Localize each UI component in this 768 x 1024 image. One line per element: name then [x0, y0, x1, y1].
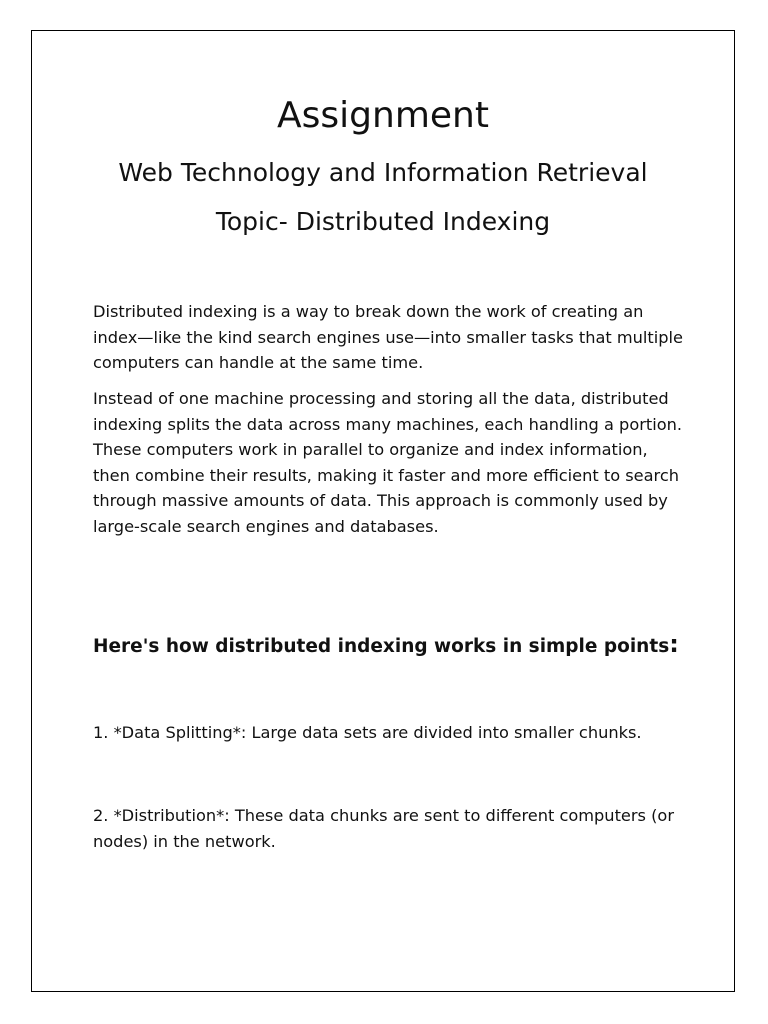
section-heading-text: Here's how distributed indexing works in simple points: [93, 636, 670, 657]
document-page: [31, 30, 735, 992]
intro-paragraph: Distributed indexing is a way to break down the work of creating an index—like the kind search engines use—into smaller tasks that multiple computers can handle at the same time.: [93, 302, 683, 373]
detail-paragraph: Instead of one machine processing and storing all the data, distributed indexing splits the data across many machines, each handling a portion. These computers work in parallel to organize and index information, then combine their results, making it faster and more efficient to search through massive amounts of data. This approach is commonly used by large-scale search engines and databases.: [93, 389, 683, 536]
course-subtitle: Web Technology and Information Retrieval: [118, 158, 648, 187]
section-heading-colon: :: [669, 630, 679, 658]
section-heading: [93, 630, 679, 661]
page-title: Assignment: [277, 95, 489, 136]
list-item: 1. *Data Splitting*: Large data sets are divided into smaller chunks.: [93, 723, 642, 742]
topic-subtitle: Topic- Distributed Indexing: [215, 207, 551, 236]
list-item: 2. *Distribution*: These data chunks are sent to different computers (or nodes) in the network.: [93, 806, 674, 851]
